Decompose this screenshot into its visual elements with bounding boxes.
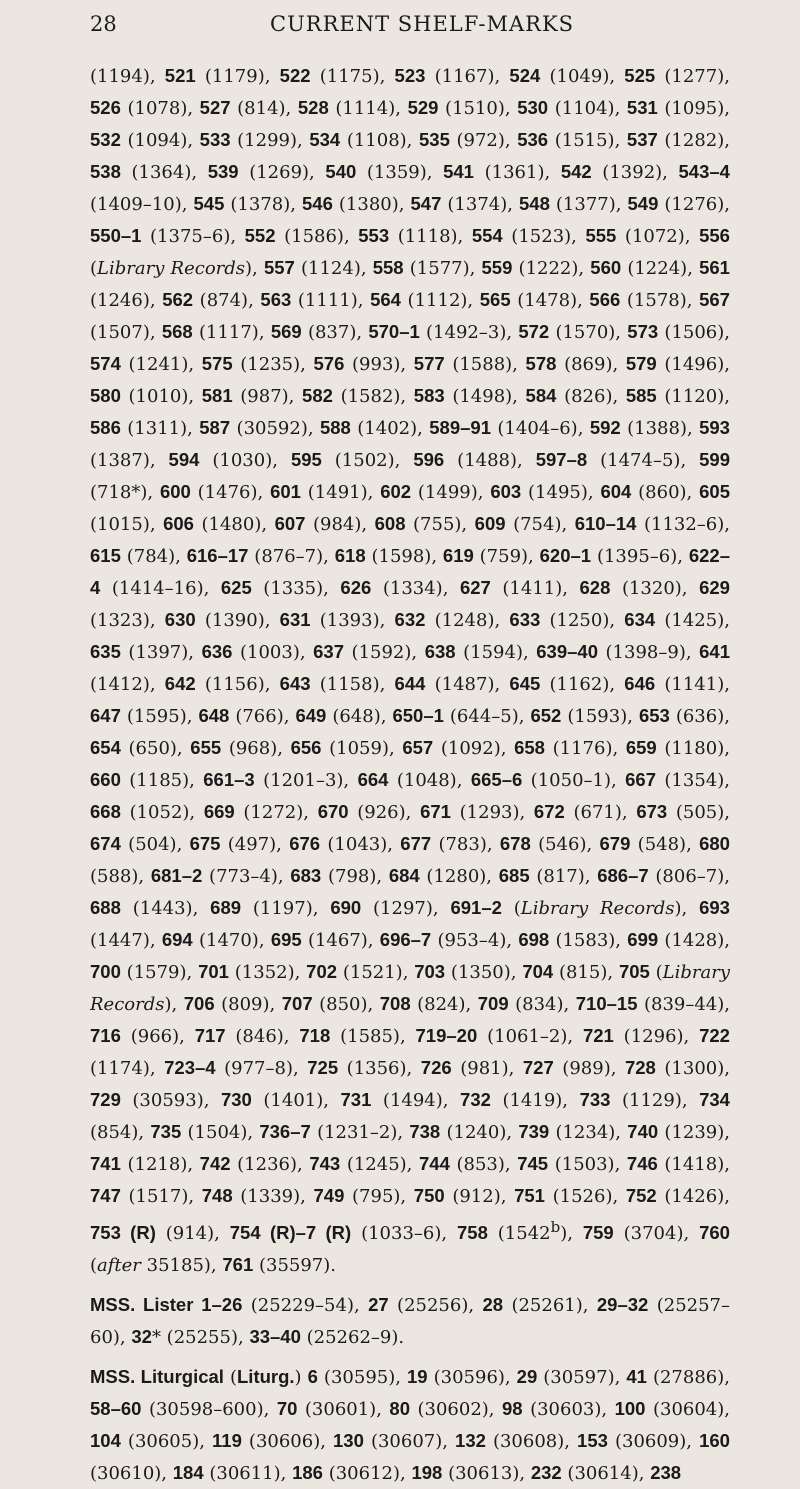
paragraph-mss-numbered: (1194), 521 (1179), 522 (1175), 523 (1167), 524 (1049), 525 (1277), 526 (1078), 527 (814), 528 (1114), 529 (1510), 530 (1104), 531 (1095), 532 (1094), 533 (1299), 534 (1108), 535 (972), 536 (1515), 537 (1282), 538 (1364), 539 (1269), 540 (1359), 541 (1361), 542 (1392), 543–4 (1409–10), 545 (1378), 546 (1380), 547 (1374), 548 (1377), 549 (1276), 550–1 (1375–6), 552 (1586), 553 (1118), 554 (1523), 555 (1072), 556 (Library Records), 557 (1124), 558 (1577), 559 (1222), 560 (1224), 561 (1246), 562 (874), 563 (1111), 564 (1112), 565 (1478), 566 (1578), 567 (1507), 568 (1117), 569 (837), 570–1 (1492–3), 572 (1570), 573 (1506), 574 (1241), 575 (1235), 576 (993), 577 (1588), 578 (869), 579 (1496), 580 (1010), 581 (987), 582 (1582), 583 (1498), 584 (826), 585 (1120), 586 (1311), 587 (30592), 588 (1402), 589–91 (1404–6), 592 (1388), 593 (1387), 594 (1030), 595 (1502), 596 (1488), 597–8 (1474–5), 599 (718*), 600 (1476), 601 (1491), 602 (1499), 603 (1495), 604 (860), 605 (1015), 606 (1480), 607 (984), 608 (755), 609 (754), 610–14 (1132–6), 615 (784), 616–17 (876–7), 618 (1598), 619 (759), 620–1 (1395–6), 622–4 (1414–16), 625 (1335), 626 (1334), 627 (1411), 628 (1320), 629 (1323), 630 (1390), 631 (1393), 632 (1248), 633 (1250), 634 (1425), 635 (1397), 636 (1003), 637 (1592), 638 (1594), 639–40 (1398–9), 641 (1412), 642 (1156), 643 (1158), 644 (1487), 645 (1162), 646 (1141), 647 (1595), 648 (766), 649 (648), 650–1 (644–5), 652 (1593), 653 (636), 654 (650), 655 (968), 656 (1059), 657 (1092), 658 (1176), 659 (1180), 660 (1185), 661–3 (1201–3), 664 (1048), 665–6 (1050–1), 667 (1354), 668 (1052), 669 (1272), 670 (926), 671 (1293), 672 (671), 673 (505), 674 (504), 675 (497), 676 (1043), 677 (783), 678 (546), 679 (548), 680 (588), 681–2 (773–4), 683 (798), 684 (1280), 685 (817), 686–7 (806–7), 688 (1443), 689 (1197), 690 (1297), 691–2 (Library Records), 693 (1447), 694 (1470), 695 (1467), 696–7 (953–4), 698 (1583), 699 (1428), 700 (1579), 701 (1352), 702 (1521), 703 (1350), 704 (815), 705 (Library Records), 706 (809), 707 (850), 708 (824), 709 (834), 710–15 (839–44), 716 (966), 717 (846), 718 (1585), 719–20 (1061–2), 721 (1296), 722 (1174), 723–4 (977–8), 725 (1356), 726 (981), 727 (989), 728 (1300), 729 (30593), 730 (1401), 731 (1494), 732 (1419), 733 (1129), 734 (854), 735 (1504), 736–7 (1231–2), 738 (1240), 739 (1234), 740 (1239), 741 (1218), 742 (1236), 743 (1245), 744 (853), 745 (1503), 746 (1418), 747 (1517), 748 (1339), 749 (795), 750 (912), 751 (1526), 752 (1426), 753 (R) (914), 754 (R)–7 (R) (1033–6), 758 (1542$^b$), 759 (3704), 760 (after 35185), 761 (35597). — [90, 65, 731, 1276]
page-number: 28 — [90, 12, 117, 36]
page-header — [90, 12, 730, 52]
paragraph-mss-lister: MSS. Lister 1–26 (25229–54), 27 (25256), 28 (25261), 29–32 (25257–60), 32* (25255), 33–40 (25262–9). — [90, 1294, 730, 1348]
shelf-mark-list — [90, 60, 730, 1489]
paragraph-mss-liturgical: MSS. Liturgical (Liturg.) 6 (30595), 19 (30596), 29 (30597), 41 (27886), 58–60 (30598–600), 70 (30601), 80 (30602), 98 (30603), 100 (30604), 104 (30605), 119 (30606), 130 (30607), 132 (30608), 153 (30609), 160 (30610), 184 (30611), 186 (30612), 198 (30613), 232 (30614), 238 — [90, 1366, 731, 1484]
running-head: CURRENT SHELF-MARKS — [270, 12, 575, 36]
